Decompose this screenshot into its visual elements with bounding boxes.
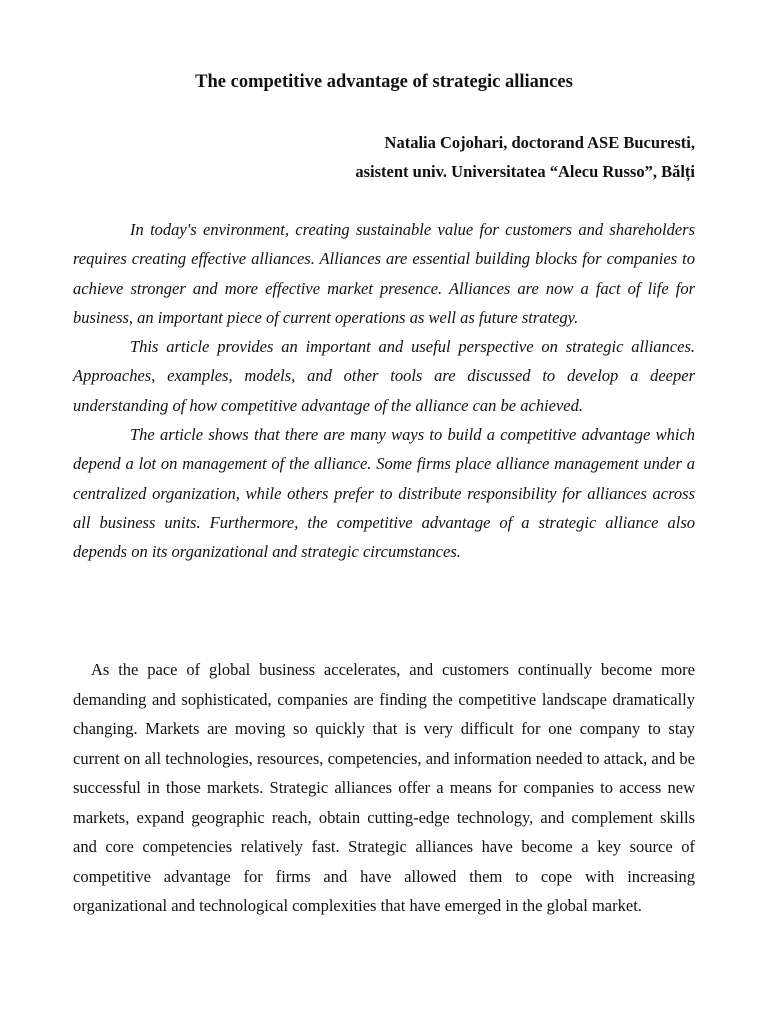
author-line-2: asistent univ. Universitatea “Alecu Russo”, Bălți <box>355 162 695 181</box>
author-block <box>95 128 695 186</box>
author-line-1: Natalia Cojohari, doctorand ASE Bucuresti, <box>384 133 695 152</box>
abstract <box>73 215 695 567</box>
body-text <box>73 655 695 921</box>
page-title: The competitive advantage of strategic alliances <box>195 72 573 92</box>
abstract-paragraph-2: This article provides an important and useful perspective on strategic alliances. Approaches, examples, models, and other tools are discussed to develop a deeper understanding of how competitive advantage of the alliance can be achieved. <box>73 337 695 415</box>
abstract-paragraph-3: The article shows that there are many ways to build a competitive advantage which depend a lot on management of the alliance. Some firms place alliance management under a centralized organization, while others prefer to distribute responsibility for alliances across all business units. Furthermore, the competitive advantage of a strategic alliance also depends on its organizational and strategic circumstances. <box>73 425 695 562</box>
abstract-paragraph-1: In today's environment, creating sustainable value for customers and shareholders requires creating effective alliances. Alliances are essential building blocks for companies to achieve stronger and more effective market presence. Alliances are now a fact of life for business, an important piece of current operations as well as future strategy. <box>73 220 695 327</box>
body-paragraph-1: As the pace of global business accelerates, and customers continually become more demanding and sophisticated, companies are finding the competitive landscape dramatically changing. Markets are moving so quickly that is very difficult for one company to stay current on all technologies, resources, competencies, and information needed to attack, and be successful in those markets. Strategic alliances offer a means for companies to access new markets, expand geographic reach, obtain cutting-edge technology, and complement skills and core competencies relatively fast. Strategic alliances have become a key source of competitive advantage for firms and have allowed them to cope with increasing organizational and technological complexities that have emerged in the global market. <box>73 660 695 915</box>
